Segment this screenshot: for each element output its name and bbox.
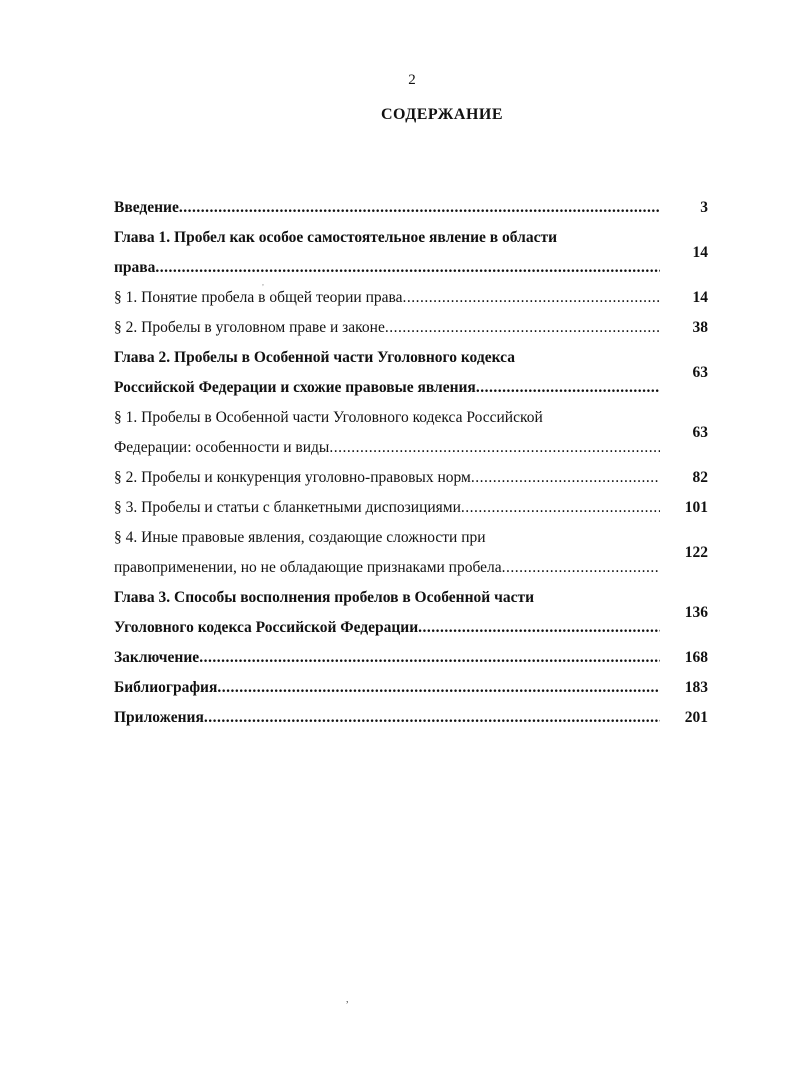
toc-entry-line xyxy=(114,673,660,703)
toc-page-number: 183 xyxy=(684,679,708,696)
toc-entry xyxy=(114,283,708,313)
dot-leader xyxy=(217,673,660,703)
toc-entry-label: права xyxy=(114,259,156,276)
page-title: СОДЕРЖАНИЕ xyxy=(380,106,504,123)
toc-page-number: 14 xyxy=(692,289,708,306)
toc-entry-label: Глава 3. Способы восполнения пробелов в Особенной части xyxy=(114,589,535,606)
dot-leader xyxy=(418,613,660,643)
toc-page-number: 122 xyxy=(684,544,708,561)
dot-leader xyxy=(385,313,660,343)
toc-entry xyxy=(114,193,708,223)
page-number: 2 xyxy=(408,72,416,88)
toc-entry-label: Приложения xyxy=(114,709,204,726)
toc-entry-text xyxy=(114,343,660,403)
toc-entry-label: § 1. Понятие пробела в общей теории права xyxy=(114,289,403,306)
toc-entry-text xyxy=(114,313,660,343)
toc-entry-line xyxy=(114,343,660,373)
toc-entry xyxy=(114,343,708,403)
dot-leader xyxy=(329,433,660,463)
toc-page-number: 201 xyxy=(684,709,708,726)
toc-entry-line xyxy=(114,313,660,343)
toc-entry xyxy=(114,643,708,673)
toc-entry-line xyxy=(114,463,660,493)
toc-page-number: 63 xyxy=(692,424,708,441)
dot-leader xyxy=(476,373,660,403)
toc-page-number: 3 xyxy=(700,199,708,216)
toc-entry-label: Введение xyxy=(114,199,179,216)
table-of-contents xyxy=(114,193,708,733)
toc-entry-text xyxy=(114,493,660,523)
toc-entry-text xyxy=(114,283,660,313)
toc-entry-text xyxy=(114,583,660,643)
toc-page-number: 101 xyxy=(684,499,708,516)
toc-entry-text xyxy=(114,643,660,673)
toc-page-number: 14 xyxy=(692,244,708,261)
toc-entry xyxy=(114,223,708,283)
toc-entry xyxy=(114,523,708,583)
toc-entry xyxy=(114,583,708,643)
toc-entry-line xyxy=(114,433,660,463)
toc-entry-label: Глава 2. Пробелы в Особенной части Уголовного кодекса xyxy=(114,349,515,366)
dot-leader xyxy=(403,283,660,313)
toc-entry xyxy=(114,463,708,493)
toc-entry-line xyxy=(114,643,660,673)
scan-speck: , xyxy=(262,278,264,287)
toc-entry-label: § 1. Пробелы в Особенной части Уголовного кодекса Российской xyxy=(114,409,543,426)
toc-entry xyxy=(114,313,708,343)
toc-entry xyxy=(114,703,708,733)
toc-entry-label: Российской Федерации и схожие правовые явления xyxy=(114,379,476,396)
toc-entry-label: Заключение xyxy=(114,649,200,666)
toc-entry-label: Глава 1. Пробел как особое самостоятельное явление в области xyxy=(114,229,558,246)
dot-leader xyxy=(461,493,660,523)
toc-entry-text xyxy=(114,523,660,583)
toc-entry-line xyxy=(114,373,660,403)
toc-entry-label: § 2. Пробелы и конкуренция уголовно-правовых норм xyxy=(114,469,471,486)
toc-entry xyxy=(114,403,708,463)
toc-entry-line xyxy=(114,523,660,553)
toc-entry-label: правоприменении, но не обладающие признаками пробела xyxy=(114,559,502,576)
toc-entry-label: § 3. Пробелы и статьи с бланкетными диспозициями xyxy=(114,499,461,516)
toc-entry-line xyxy=(114,703,660,733)
toc-entry-label: Уголовного кодекса Российской Федерации xyxy=(114,619,419,636)
scan-speck: , xyxy=(346,994,349,1005)
dot-leader xyxy=(204,703,660,733)
dot-leader xyxy=(179,193,660,223)
toc-entry xyxy=(114,493,708,523)
toc-entry-text xyxy=(114,223,660,283)
toc-entry-label: Федерации: особенности и виды xyxy=(114,439,330,456)
toc-entry-line xyxy=(114,193,660,223)
toc-entry-line xyxy=(114,403,660,433)
toc-page-number: 63 xyxy=(692,364,708,381)
dot-leader xyxy=(155,253,660,283)
dot-leader xyxy=(199,643,660,673)
toc-page-number: 38 xyxy=(692,319,708,336)
toc-entry-label: § 2. Пробелы в уголовном праве и законе xyxy=(114,319,385,336)
toc-entry-label: Библиография xyxy=(114,679,218,696)
toc-page-number: 136 xyxy=(684,604,708,621)
toc-page-number: 82 xyxy=(692,469,708,486)
dot-leader xyxy=(502,553,660,583)
toc-entry-line xyxy=(114,493,660,523)
toc-entry-line xyxy=(114,613,660,643)
toc-entry-line xyxy=(114,283,660,313)
toc-entry-text xyxy=(114,463,660,493)
toc-entry-text xyxy=(114,403,660,463)
toc-entry-text xyxy=(114,193,660,223)
toc-entry-line xyxy=(114,583,660,613)
toc-entry-text xyxy=(114,703,660,733)
toc-entry xyxy=(114,673,708,703)
dot-leader xyxy=(471,463,660,493)
toc-entry-text xyxy=(114,673,660,703)
toc-page-number: 168 xyxy=(684,649,708,666)
toc-entry-line xyxy=(114,253,660,283)
toc-entry-label: § 4. Иные правовые явления, создающие сложности при xyxy=(114,529,486,546)
toc-entry-line xyxy=(114,553,660,583)
toc-entry-line xyxy=(114,223,660,253)
